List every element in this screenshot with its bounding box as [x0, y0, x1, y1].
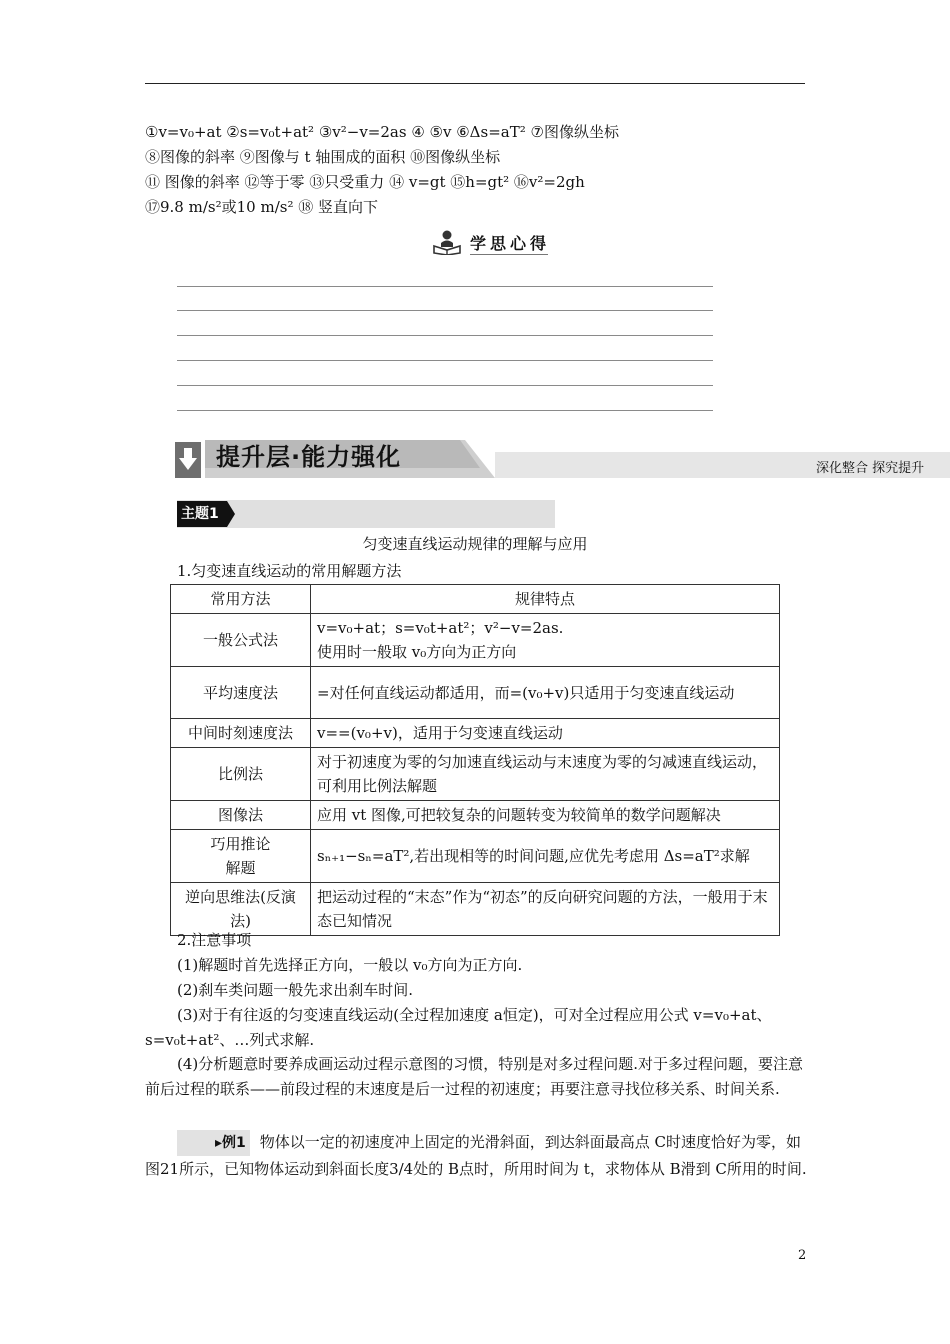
feature-cell: 对于初速度为零的匀加速直线运动与末速度为零的匀减速直线运动，可利用比例法解题: [311, 748, 780, 801]
methods-table: [170, 584, 780, 936]
note-item: (4)分析题意时要养成画运动过程示意图的习惯，特别是对多过程问题.对于多过程问题，要注意前后过程的联系——前段过程的末速度是后一过程的初速度；再要注意寻找位移关系、时间关系.: [145, 1055, 804, 1098]
feature-cell: 把运动过程的“末态”作为“初态”的反向研究问题的方法，一般用于末态已知情况: [311, 883, 780, 936]
method-cell: 中间时刻速度法: [171, 719, 311, 748]
reader-book-icon: [432, 229, 462, 255]
reflection-heading: [432, 227, 550, 257]
feature-cell: =对任何直线运动都适用，而=(v₀+v)只适用于匀变速直线运动: [311, 667, 780, 719]
note-line: [177, 335, 713, 336]
feature-cell: 应用 vt 图像,可把较复杂的问题转变为较简单的数学问题解决: [311, 801, 780, 830]
table-row: [171, 614, 780, 667]
header-rule: [145, 83, 805, 84]
section2-heading: 2.注意事项: [177, 931, 252, 949]
table-row: [171, 748, 780, 801]
example-tag-label: 例1: [222, 1135, 246, 1151]
table-header-row: [171, 585, 780, 614]
table-row: [171, 719, 780, 748]
note-item: (2)刹车类问题一般先求出刹车时间.: [177, 981, 414, 999]
example-tag: ▸例1: [177, 1130, 250, 1156]
answer-line-4: ⑰9.8 m/s²或10 m/s² ⑱ 竖直向下: [145, 198, 378, 216]
method-cell: 一般公式法: [171, 614, 311, 667]
banner-title: 提升层·能力强化: [216, 443, 402, 471]
table-row: [171, 883, 780, 936]
page-number: 2: [798, 1248, 807, 1263]
table-row: [171, 830, 780, 883]
method-cell: 逆向思维法(反演法): [171, 883, 311, 936]
note-item: (1)解题时首先选择正方向，一般以 v₀方向为正方向.: [177, 956, 523, 974]
reflection-title-underline: [470, 254, 548, 255]
reflection-title: 学思心得: [470, 234, 551, 253]
note-item: (3)对于有往返的匀变速直线运动(全过程加速度 a恒定)，可对全过程应用公式 v=v₀+at、s=v₀t+at²、…列式求解.: [145, 1006, 772, 1049]
topic-tag: 主题1: [177, 501, 227, 527]
banner-subtitle: 深化整合 探究提升: [816, 461, 925, 476]
feature-cell: sₙ₊₁−sₙ=aT²,若出现相等的时间问题,应优先考虑用 Δs=aT²求解: [311, 830, 780, 883]
note-line: [177, 360, 713, 361]
feature-cell: v==(v₀+v)，适用于匀变速直线运动: [311, 719, 780, 748]
topic-tag-arrow: [227, 501, 235, 527]
table-row: [171, 667, 780, 719]
method-cell: 比例法: [171, 748, 311, 801]
section1-heading: 1.匀变速直线运动的常用解题方法: [177, 562, 402, 580]
answer-line-2: ⑧图像的斜率 ⑨图像与 t 轴围成的面积 ⑩图像纵坐标: [145, 148, 501, 166]
note-line: [177, 385, 713, 386]
feature-cell: v=v₀+at；s=v₀t+at²；v²−v=2as. 使用时一般取 v₀方向为正方向: [311, 614, 780, 667]
method-cell: 巧用推论 解题: [171, 830, 311, 883]
example-paragraph: [145, 1129, 813, 1182]
answer-line-1: ①v=v₀+at ②s=v₀t+at² ③v²−v=2as ④ ⑤v ⑥Δs=aT² ⑦图像纵坐标: [145, 123, 619, 141]
method-cell: 图像法: [171, 801, 311, 830]
table-row: [171, 801, 780, 830]
answer-line-3: ⑪ 图像的斜率 ⑫等于零 ⑬只受重力 ⑭ v=gt ⑮h=gt² ⑯v²=2gh: [145, 173, 585, 191]
note-line: [177, 410, 713, 411]
note-line: [177, 310, 713, 311]
method-cell: 平均速度法: [171, 667, 311, 719]
note-line: [177, 286, 713, 287]
table-header-feature: 规律特点: [311, 585, 780, 614]
example-text: 物体以一定的初速度冲上固定的光滑斜面，到达斜面最高点 C时速度恰好为零，如图21所示，已知物体运动到斜面长度3/4处的 B点时，所用时间为 t，求物体从 B滑到 C所用的时间.: [145, 1133, 807, 1178]
table-header-method: 常用方法: [171, 585, 311, 614]
topic-title: 匀变速直线运动规律的理解与应用: [362, 535, 588, 553]
